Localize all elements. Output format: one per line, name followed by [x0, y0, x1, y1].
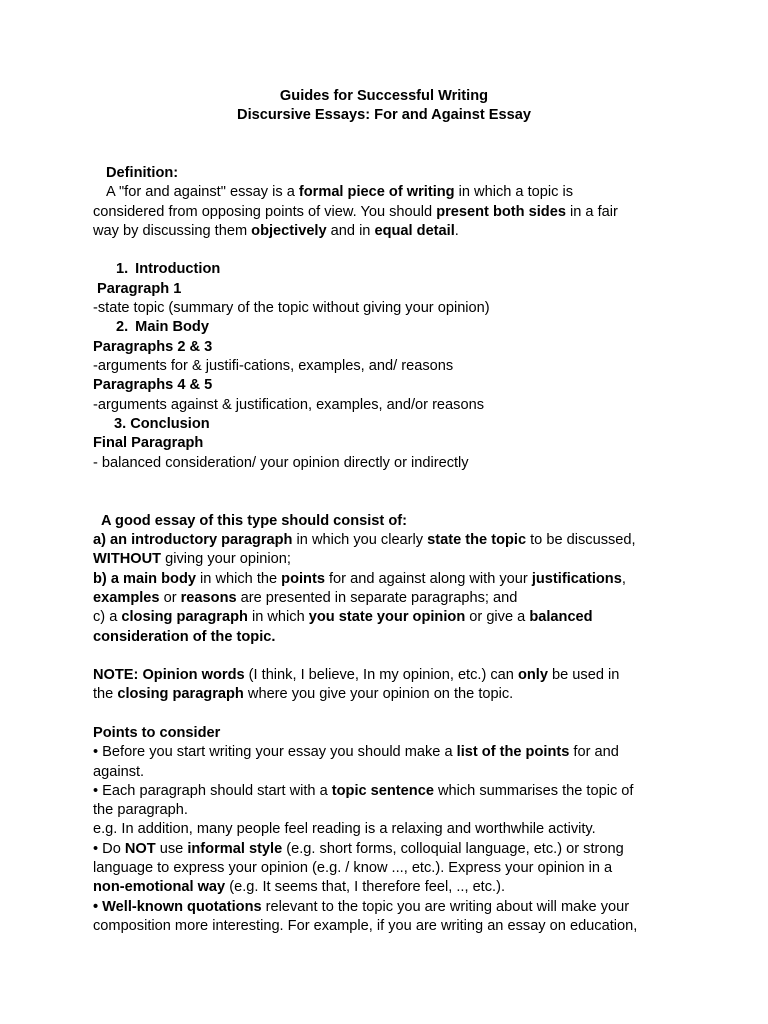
note-line-1: NOTE: Opinion words (I think, I believe, In my opinion, etc.) can only be used in — [93, 667, 620, 683]
section-conclusion: 3. Conclusion — [114, 416, 210, 432]
good-essay-c-line-2: consideration of the topic. — [93, 629, 276, 645]
note-line-2: the closing paragraph where you give your opinion on the topic. — [93, 686, 514, 702]
point-3-line-2: language to express your opinion (e.g. / know ..., etc.). Express your opinion in a — [93, 860, 613, 876]
good-essay-a-line-1: a) an introductory paragraph in which you clearly state the topic to be discussed, — [93, 532, 636, 548]
good-essay-b-line-2: examples or reasons are presented in separate paragraphs; and — [93, 590, 518, 606]
good-essay-heading: A good essay of this type should consist of: — [101, 513, 407, 529]
points-heading: Points to consider — [93, 725, 221, 741]
paragraphs-2-3-label: Paragraphs 2 & 3 — [93, 339, 213, 355]
point-1-line-2: against. — [93, 764, 145, 780]
point-2-example: e.g. In addition, many people feel reading is a relaxing and worthwhile activity. — [93, 821, 596, 837]
definition-line-3: way by discussing them objectively and in equal detail. — [93, 223, 459, 239]
document-subtitle: Discursive Essays: For and Against Essay — [237, 107, 531, 123]
final-paragraph-label: Final Paragraph — [93, 435, 204, 451]
paragraph-1-text: -state topic (summary of the topic without giving your opinion) — [93, 300, 490, 316]
point-3-line-1: • Do NOT use informal style (e.g. short forms, colloquial language, etc.) or strong — [93, 841, 624, 857]
paragraph-1-label: Paragraph 1 — [97, 281, 182, 297]
paragraphs-2-3-text: -arguments for & justifi-cations, examples, and/ reasons — [93, 358, 454, 374]
good-essay-b-line-1: b) a main body in which the points for and against along with your justifications, — [93, 571, 626, 587]
definition-heading: Definition: — [106, 165, 179, 181]
point-2-line-2: the paragraph. — [93, 802, 188, 818]
section-introduction: 1. Introduction — [116, 261, 221, 277]
paragraphs-4-5-text: -arguments against & justification, examples, and/or reasons — [93, 397, 484, 413]
point-2-line-1: • Each paragraph should start with a topic sentence which summarises the topic of — [93, 783, 634, 799]
point-3-line-3: non-emotional way (e.g. It seems that, I therefore feel, .., etc.). — [93, 879, 506, 895]
good-essay-c-line-1: c) a closing paragraph in which you state your opinion or give a balanced — [93, 609, 593, 625]
document-title: Guides for Successful Writing — [279, 88, 489, 104]
point-1-line-1: • Before you start writing your essay you should make a list of the points for and — [93, 744, 619, 760]
good-essay-a-line-2: WITHOUT giving your opinion; — [93, 551, 291, 567]
definition-line-2: considered from opposing points of view. You should present both sides in a fair — [93, 204, 618, 220]
section-main-body: 2. Main Body — [116, 319, 209, 335]
final-paragraph-text: - balanced consideration/ your opinion directly or indirectly — [93, 455, 469, 471]
paragraphs-4-5-label: Paragraphs 4 & 5 — [93, 377, 213, 393]
point-4-line-2: composition more interesting. For example, if you are writing an essay on education, — [93, 918, 638, 934]
definition-line-1: A "for and against" essay is a formal piece of writing in which a topic is — [106, 184, 574, 200]
point-4-line-1: • Well-known quotations relevant to the topic you are writing about will make your — [93, 899, 630, 915]
